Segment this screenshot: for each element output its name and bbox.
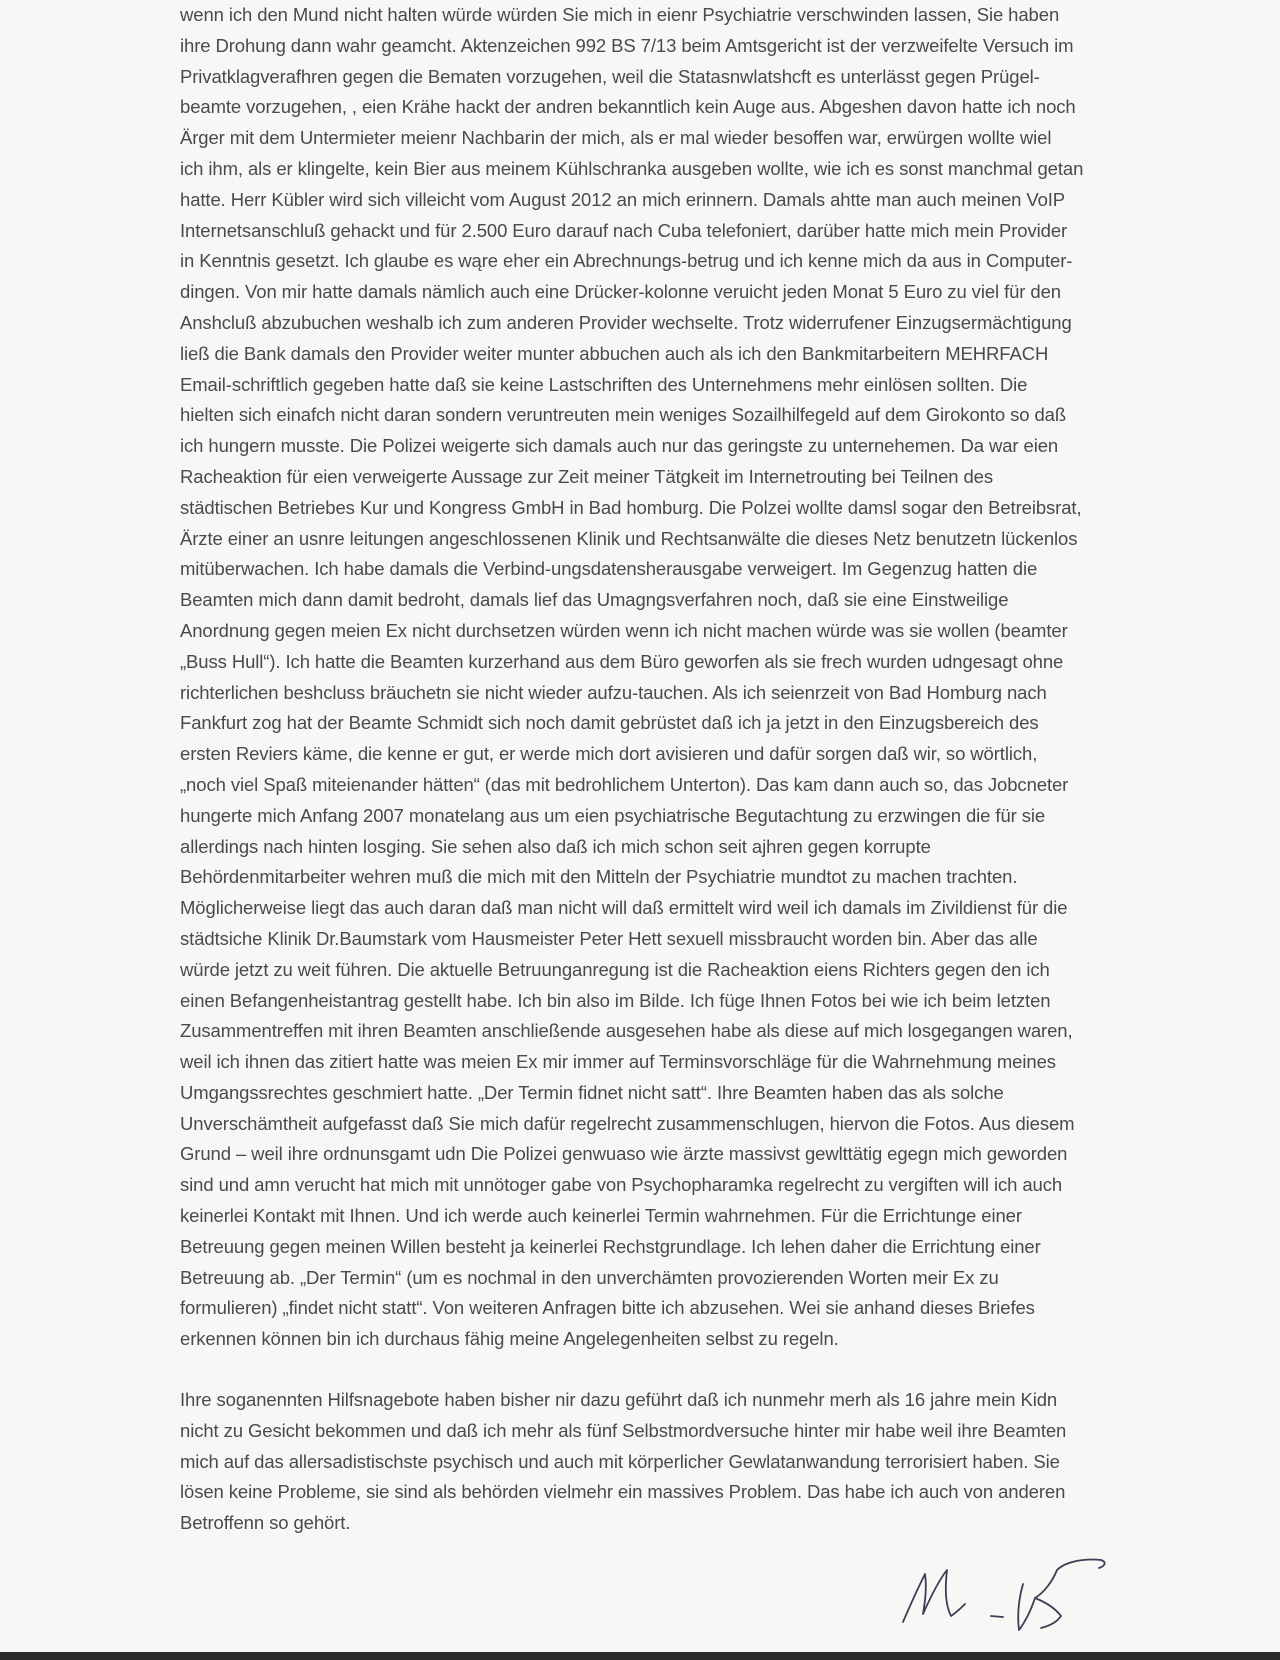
text-line: Fankfurt zog hat der Beamte Schmidt sich noch damit gebrüstet daß ich ja jetzt in den Einzugsbereich des xyxy=(180,712,1039,734)
text-line: Zusammentreffen mit ihren Beamten anschließende ausgesehen habe als diese auf mich losgegangen waren, xyxy=(180,1020,1073,1042)
text-line: Betroffenn so gehört. xyxy=(180,1512,351,1534)
text-line: dingen. Von mir hatte damals nämlich auch eine Drücker-kolonne veruicht jeden Monat 5 Euro zu viel für den xyxy=(180,281,1061,303)
text-line: formulieren) „findet nicht statt“. Von weiteren Anfragen bitte ich abzusehen. Wei sie anhand dieses Briefes xyxy=(180,1297,1035,1319)
text-line: einen Befangenheistantrag gestellt habe. Ich bin also im Bilde. Ich füge Ihnen Fotos bei wie ich beim letzten xyxy=(180,989,1051,1011)
text-line: ich ihm, als er klingelte, kein Bier aus meinem Kühlschranka ausgeben wollte, wie ich es sonst manchmal getan xyxy=(180,157,1084,179)
text-line: hungerte mich Anfang 2007 monatelang aus um eien psychiatrische Begutachtung zu erzwingen die für sie xyxy=(180,804,1046,826)
letter-body xyxy=(180,0,1180,1539)
text-line: Behördenmitarbeiter wehren muß die mich mit den Mitteln der Psychiatrie mundtot zu machen trachten. xyxy=(180,866,1018,888)
text-line: sind und amn verucht hat mich mit unnötoger gabe von Psychopharamka regelrecht zu vergiften will ich auch xyxy=(180,1174,1063,1196)
text-line: hielten sich einafch nicht daran sondern veruntreuten mein weniges Sozailhilfegeld auf dem Girokonto so daß xyxy=(180,404,1067,426)
text-line: städtischen Betriebes Kur und Kongress GmbH in Bad homburg. Die Polzei wollte damsl sogar den Betreibsrat, xyxy=(180,496,1082,518)
text-line: beamte vorzugehen, , eien Krähe hackt der andren bekanntlich kein Auge aus. Abgeshen davon hatte ich noch xyxy=(180,96,1076,118)
text-line: mitüberwachen. Ich habe damals die Verbind-ungsdatensherausgabe verweigert. Im Gegenzug hatten die xyxy=(180,558,1038,580)
text-line: Anordnung gegen meien Ex nicht durchsetzen würden wenn ich nicht machen würde was sie wollen (beamter xyxy=(180,619,1068,641)
text-line: Ärzte einer an usnre leitungen angeschlossenen Klinik und Rechtsanwälte die dieses Netz benutzetn lückenlos xyxy=(180,527,1078,549)
text-line: ich hungern musste. Die Polizei weigerte sich damals auch nur das geringste zu unternehemen. Da war eien xyxy=(180,435,1059,457)
text-line: „noch viel Spaß miteienander hätten“ (das mit bedrohlichem Unterton). Das kam dann auch so, das Jobcneter xyxy=(180,773,1069,795)
text-line: mich auf das allersadistischste psychisch und auch mit körperlicher Gewlatanwandung terrorisiert haben. Sie xyxy=(180,1450,1060,1472)
text-line: lösen keine Probleme, sie sind als behörden vielmehr ein massives Problem. Das habe ich auch von anderen xyxy=(180,1481,1066,1503)
text-line: Privatklagverafhren gegen die Bematen vorzugehen, weil die Statasnwlatshcft es unterlässt gegen Prügel- xyxy=(180,65,1040,87)
text-line: erkennen können bin ich durchaus fähig meine Angelegenheiten selbst zu regeln. xyxy=(180,1328,839,1350)
text-line: Internetsanschluß gehackt und für 2.500 Euro darauf nach Cuba telefoniert, darüber hatte mich mein Provider xyxy=(180,219,1068,241)
letter-paragraph-2 xyxy=(180,1385,1180,1539)
text-line: Möglicherweise liegt das auch daran daß man nicht will daß ermittelt wird weil ich damals im Zivildienst für die xyxy=(180,897,1068,919)
text-line: Email-schriftlich gegeben hatte daß sie keine Lastschriften des Unternehmens mehr einlösen sollten. Die xyxy=(180,373,1028,395)
text-line: Betreuung ab. „Der Termin“ (um es nochmal in den unverchämten provozierenden Worten meir Ex zu xyxy=(180,1266,999,1288)
text-line: Umgangssrechtes geschmiert hatte. „Der Termin fidnet nicht satt“. Ihre Beamten haben das als solche xyxy=(180,1081,1004,1103)
text-line: wenn ich den Mund nicht halten würde würden Sie mich in eienr Psychiatrie verschwinden lassen, Sie haben xyxy=(180,4,1060,25)
text-line: weil ich ihnen das zitiert hatte was meien Ex mir immer auf Terminsvorschläge für die Wahrnehmung meines xyxy=(180,1051,1056,1073)
text-line: Beamten mich dann damit bedroht, damals lief das Umagngsverfahren noch, daß sie eine Einstweilige xyxy=(180,589,1009,611)
scan-bottom-edge xyxy=(0,1652,1280,1660)
text-line: Betreuung gegen meinen Willen besteht ja keinerlei Rechstgrundlage. Ich lehen daher die Errichtung einer xyxy=(180,1235,1041,1257)
text-line: Grund – weil ihre ordnunsgamt udn Die Polizei genwuaso wie ärzte massivst gewlttätig egegn mich geworden xyxy=(180,1143,1068,1165)
text-line: ihre Drohung dann wahr geamcht. Aktenzeichen 992 BS 7/13 beim Amtsgericht ist der verzweifelte Versuch im xyxy=(180,34,1074,56)
text-line: Ärger mit dem Untermieter meienr Nachbarin der mich, als er mal wieder besoffen war, erwürgen wollte wiel xyxy=(180,127,1052,149)
text-line: ersten Reviers käme, die kenne er gut, er werde mich dort avisieren und dafür sorgen daß wir, so wörtlich, xyxy=(180,743,1038,765)
text-line: nicht zu Gesicht bekommen und daß ich mehr als fünf Selbstmordversuche hinter mir habe weil ihre Beamten xyxy=(180,1419,1067,1441)
text-line: Unverschämtheit aufgefasst daß Sie mich dafür regelrecht zusammenschlugen, hiervon die Fotos. Aus diesem xyxy=(180,1112,1075,1134)
text-line: keinerlei Kontakt mit Ihnen. Und ich werde auch keinerlei Termin wahrnehmen. Für die Errichtunge einer xyxy=(180,1205,1022,1227)
text-line: Ihre soganennten Hilfsnagebote haben bisher nir dazu geführt daß ich nunmehr merh als 16 jahre mein Kidn xyxy=(180,1389,1058,1411)
text-line: Anshcluß abzubuchen weshalb ich zum anderen Provider wechselte. Trotz widerrufener Einzugsermächtigung xyxy=(180,311,1072,333)
text-line: richterlichen beshcluss bräuchetn sie nicht wieder aufzu-tauchen. Als ich seienrzeit von Bad Homburg nach xyxy=(180,681,1047,703)
text-line: hatte. Herr Kübler wird sich villeicht vom August 2012 an mich erinnern. Damals ahtte man auch meinen VoIP xyxy=(180,188,1066,210)
text-line: „Buss Hull“). Ich hatte die Beamten kurzerhand aus dem Büro geworfen als sie frech wurden udngesagt ohne xyxy=(180,650,1064,672)
letter-paragraph-1 xyxy=(180,0,1180,1355)
paragraph-gap xyxy=(180,1355,1180,1385)
text-line: in Kenntnis gesetzt. Ich glaube es wa͏̨re eher ein Abrechnungs-betrug und ich kenne mich da aus in Computer- xyxy=(180,250,1073,272)
text-line: ließ die Bank damals den Provider weiter munter abbuchen auch als ich den Bankmitarbeitern MEHRFACH xyxy=(180,342,1049,364)
text-line: würde jetzt zu weit führen. Die aktuelle Betruunganregung ist die Racheaktion eiens Richters gegen den ich xyxy=(180,958,1050,980)
text-line: städtsiche Klinik Dr.Baumstark vom Hausmeister Peter Hett sexuell missbraucht worden bin. Aber das alle xyxy=(180,927,1038,949)
handwritten-signature xyxy=(895,1550,1145,1640)
text-line: Racheaktion für eien verweigerte Aussage zur Zeit meiner Tätgkeit im Internetrouting bei Teilnen des xyxy=(180,465,994,487)
text-line: allerdings nach hinten losging. Sie sehen also daß ich mich schon seit ajhren gegen korrupte xyxy=(180,835,931,857)
